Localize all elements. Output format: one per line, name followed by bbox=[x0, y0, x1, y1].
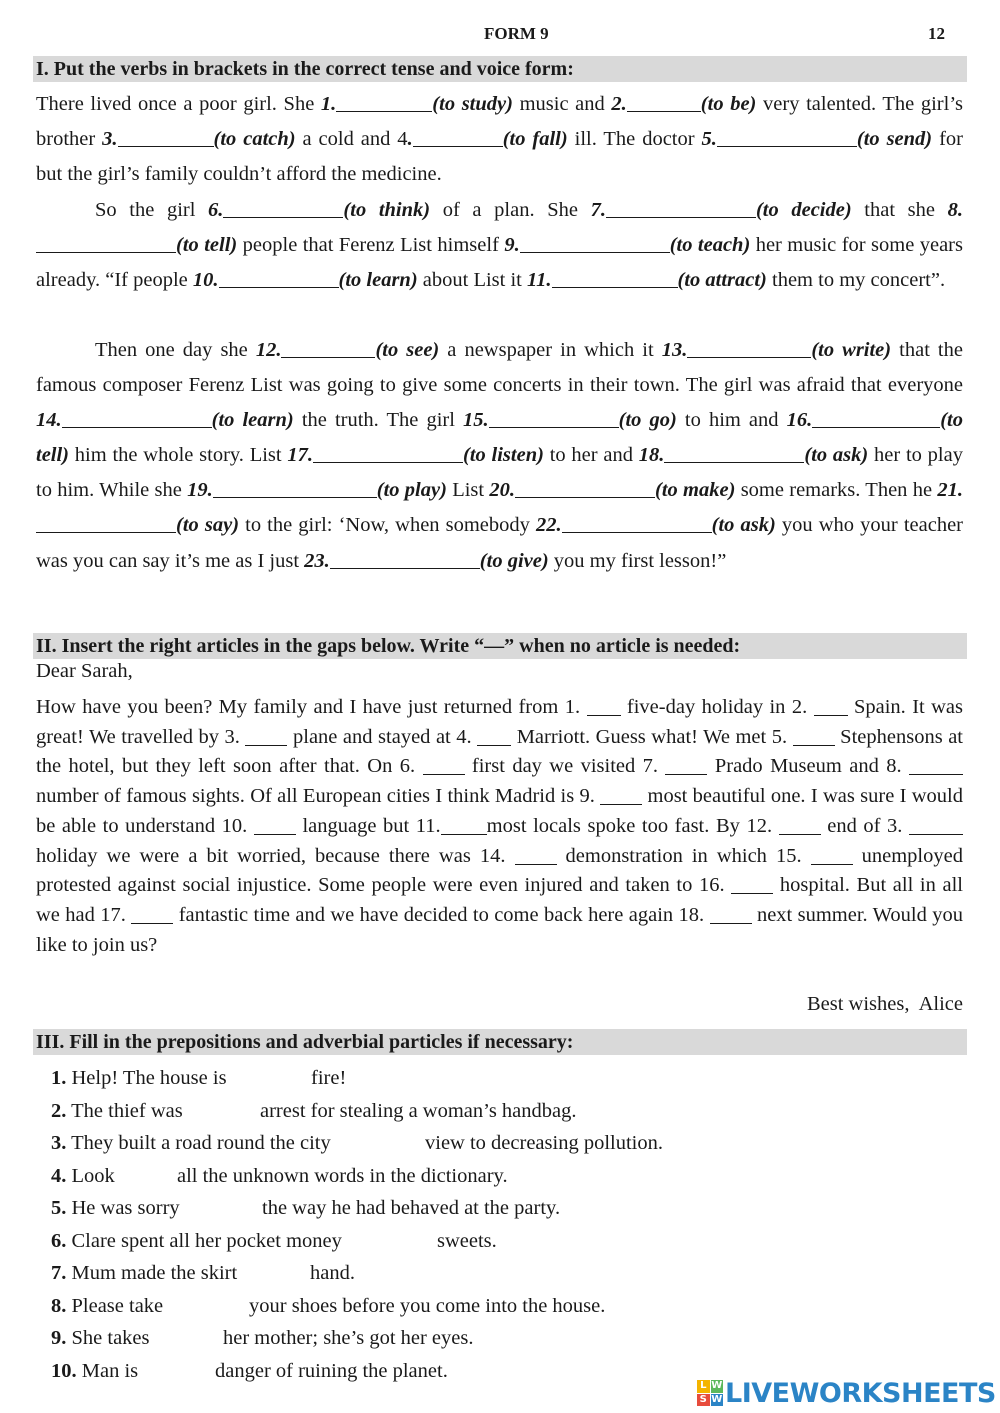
section-1-paragraph-3: Then one day she 12. (to see) a newspaper in which it 13. (to write) that the famous composer Ferenz List was going to give some concerts in their town. The girl was afraid that everyone 14. (to learn) the truth. The girl 15. (to go) to him and 16. (to tell) him the whole story. List 17. (to listen) to her and 18. (to ask) her to play to him. While she 19. (to play) List 20. (to make) some remarks. Then he 21.(to say) to the girl: ‘Now, when somebody 22. (to ask) you who your teacher was you can say it’s me as I just 23. (to give) you my first lesson!” bbox=[36, 333, 963, 579]
answer-gap-21[interactable] bbox=[36, 512, 176, 534]
list-item: 3. They built a road round the city view to decreasing pollution. bbox=[51, 1127, 951, 1160]
blank-answer-7[interactable]: hand. bbox=[310, 1262, 355, 1284]
article-gap-14[interactable] bbox=[515, 843, 557, 865]
logo-icon bbox=[697, 1380, 723, 1406]
section-1-paragraph-1: There lived once a poor girl. She 1. (to study) music and 2. (to be) very talented. The girl’s brother 3. (to catch) a cold and 4. (to fall) ill. The doctor 5. (to send) for but the girl’s family couldn’t afford the medicine. bbox=[36, 87, 963, 192]
logo-tile: W bbox=[711, 1393, 723, 1405]
answer-gap-23[interactable] bbox=[330, 547, 480, 569]
logo-text: LIVEWORKSHEETS bbox=[725, 1377, 996, 1409]
logo-tile: L bbox=[697, 1380, 710, 1393]
answer-gap-17[interactable] bbox=[313, 442, 463, 464]
list-item: 9. She takes her mother; she’s got her eyes. bbox=[51, 1322, 951, 1355]
article-gap-15[interactable] bbox=[811, 843, 853, 865]
answer-gap-20[interactable] bbox=[515, 477, 655, 499]
article-gap-3[interactable] bbox=[245, 724, 287, 746]
article-gap-17[interactable] bbox=[131, 902, 173, 924]
liveworksheets-logo bbox=[697, 1377, 996, 1409]
article-gap-18[interactable] bbox=[710, 902, 752, 924]
article-gap-2[interactable] bbox=[814, 695, 848, 717]
list-item: 7. Mum made the skirt hand. bbox=[51, 1257, 951, 1290]
answer-gap-18[interactable] bbox=[664, 442, 804, 464]
list-item: 8. Please take your shoes before you come into the house. bbox=[51, 1290, 951, 1323]
blank-answer-10[interactable]: danger of ruining the planet. bbox=[215, 1359, 448, 1382]
section-2-heading: II. Insert the right articles in the gaps below. Write “—” when no article is needed: bbox=[33, 633, 967, 659]
answer-gap-19[interactable] bbox=[213, 477, 377, 499]
answer-gap-13[interactable] bbox=[687, 337, 811, 359]
answer-gap-9[interactable] bbox=[520, 232, 670, 254]
answer-gap-4[interactable] bbox=[413, 126, 503, 148]
list-item: 10. Man is danger of ruining the planet. bbox=[51, 1355, 951, 1388]
list-item: 6. Clare spent all her pocket money sweets. bbox=[51, 1225, 951, 1258]
article-gap-11[interactable] bbox=[441, 813, 487, 835]
article-gap-1[interactable] bbox=[587, 695, 621, 717]
answer-gap-3[interactable] bbox=[118, 126, 214, 148]
blank-answer-5[interactable]: the way he had behaved at the party. bbox=[262, 1197, 561, 1219]
blank-answer-8[interactable]: your shoes before you come into the house. bbox=[249, 1294, 606, 1317]
article-gap-6[interactable] bbox=[423, 754, 465, 776]
article-gap-12[interactable] bbox=[779, 813, 821, 835]
section-3-heading: III. Fill in the prepositions and adverbial particles if necessary: bbox=[33, 1029, 967, 1055]
blank-answer-3[interactable]: view to decreasing pollution. bbox=[425, 1132, 663, 1154]
section-1-heading: I. Put the verbs in brackets in the correct tense and voice form: bbox=[33, 56, 967, 82]
article-gap-8[interactable] bbox=[909, 754, 963, 776]
preposition-list bbox=[51, 1062, 951, 1387]
answer-gap-22[interactable] bbox=[562, 512, 712, 534]
article-gap-5[interactable] bbox=[793, 724, 835, 746]
list-item: 1. Help! The house is fire! bbox=[51, 1062, 951, 1095]
answer-gap-6[interactable] bbox=[223, 197, 343, 219]
answer-gap-16[interactable] bbox=[812, 407, 940, 429]
answer-gap-10[interactable] bbox=[219, 267, 339, 289]
page-header bbox=[0, 24, 1000, 48]
letter-greeting: Dear Sarah, bbox=[36, 660, 133, 682]
section-1-paragraph-2: So the girl 6. (to think) of a plan. She 7. (to decide) that she 8.(to tell) people that Ferenz List himself 9. (to teach) her music for some years already. “If people 10. (to learn) about List it 11. (to attract) them to my concert”. bbox=[36, 193, 963, 298]
letter-signature: Best wishes, Alice bbox=[806, 993, 963, 1015]
logo-tile: S bbox=[697, 1394, 710, 1407]
blank-answer-4[interactable]: all the unknown words in the dictionary. bbox=[177, 1164, 508, 1187]
list-item: 5. He was sorry the way he had behaved at the party. bbox=[51, 1192, 951, 1225]
article-gap-7[interactable] bbox=[665, 754, 707, 776]
blank-answer-1[interactable]: fire! bbox=[311, 1067, 347, 1089]
article-gap-9[interactable] bbox=[600, 784, 642, 806]
list-item: 2. The thief was arrest for stealing a woman’s handbag. bbox=[51, 1095, 951, 1128]
answer-gap-5[interactable] bbox=[717, 126, 857, 148]
article-gap-10[interactable] bbox=[254, 813, 296, 835]
logo-tile: W bbox=[711, 1380, 723, 1391]
blank-answer-9[interactable]: her mother; she’s got her eyes. bbox=[223, 1327, 474, 1349]
answer-gap-8[interactable] bbox=[36, 232, 176, 254]
answer-gap-1[interactable] bbox=[336, 91, 432, 113]
answer-gap-11[interactable] bbox=[552, 267, 678, 289]
article-gap-13[interactable] bbox=[909, 813, 963, 835]
article-gap-16[interactable] bbox=[731, 873, 773, 895]
answer-gap-14[interactable] bbox=[62, 407, 212, 429]
list-item: 4. Look all the unknown words in the dictionary. bbox=[51, 1160, 951, 1193]
letter-body: How have you been? My family and I have just returned from 1. five-day holiday in 2. Spain. It was great! We travelled by 3. plane and stayed at 4. Marriott. Guess what! We met 5. Stephensons at the hotel, but they left soon after that. On 6. first day we visited 7. Prado Museum and 8. number of famous sights. Of all European cities I think Madrid is 9. most beautiful one. I was sure I would be able to understand 10. language but 11. most locals spoke too fast. By 12. end of 3. holiday we were a bit worried, because there was 14. demonstration in which 15. unemployed protested against social injustice. Some people were even injured and taken to 16. hospital. But all in all we had 17. fantastic time and we have decided to come back here again 18. next summer. Would you like to join us? bbox=[36, 696, 964, 956]
page-number: 12 bbox=[928, 24, 945, 43]
answer-gap-2[interactable] bbox=[627, 91, 701, 113]
article-gap-4[interactable] bbox=[477, 724, 511, 746]
form-title: FORM 9 bbox=[484, 24, 549, 43]
answer-gap-7[interactable] bbox=[606, 197, 756, 219]
blank-answer-6[interactable]: sweets. bbox=[437, 1229, 497, 1252]
blank-answer-2[interactable]: arrest for stealing a woman’s handbag. bbox=[260, 1099, 577, 1122]
answer-gap-12[interactable] bbox=[281, 337, 375, 359]
answer-gap-15[interactable] bbox=[489, 407, 619, 429]
